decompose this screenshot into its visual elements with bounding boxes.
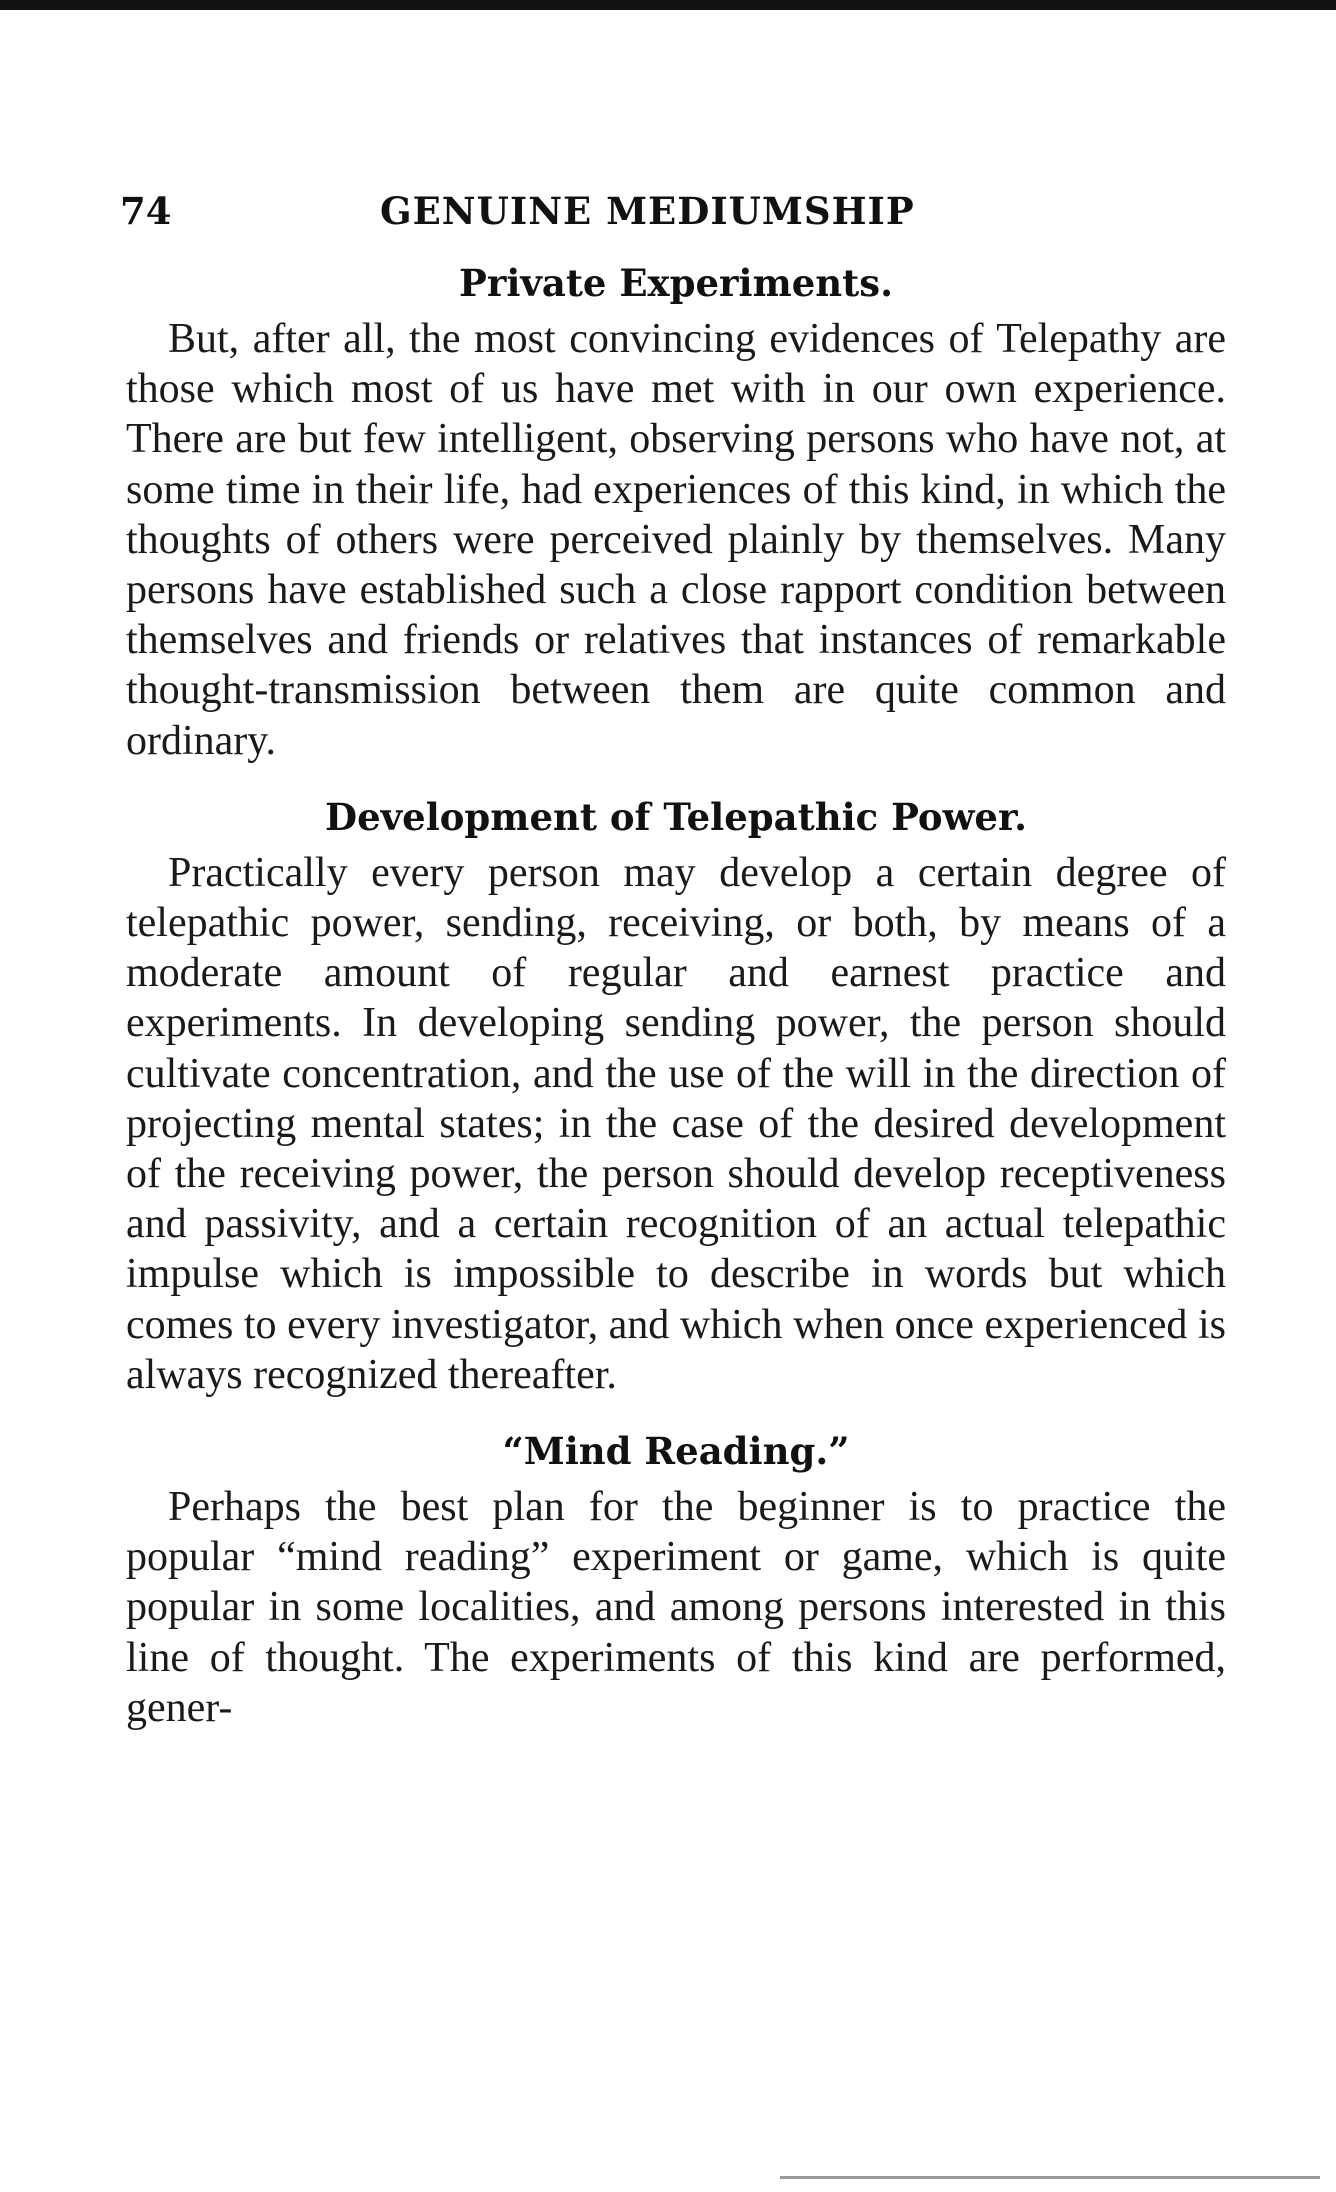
top-border-rule [0, 0, 1336, 10]
section-heading-mind-reading: “Mind Reading.” [502, 1429, 850, 1474]
running-title: GENUINE MEDIUMSHIP [380, 189, 915, 233]
paragraph-private-experiments: But, after all, the most convincing evidences of Telepathy are those which most of us have met with in our own experience. There are but few intelligent, observing persons who have not, at some time in their life, had experiences of this kind, in which the thoughts of others were perceived plainly by themselves. Many persons have established such a close rapport condition between themselves and friends or relatives that instances of remarkable thought-transmission between them are quite common and ordinary. [126, 316, 1226, 764]
page-header [0, 186, 1336, 236]
page-body [126, 240, 1226, 1733]
paragraph-development-of-telepathic-power: Practically every person may develop a certain degree of telepathic power, sending, receiving, or both, by means of a moderate amount of regular and earnest practice and experiments. In developing sending power, the person should cultivate concentration, and the use of the will in the direction of projecting mental states; in the case of the desired development of the receiving power, the person should develop receptiveness and passivity, and a certain recognition of an actual telepathic impulse which is impossible to describe in words but which comes to every investigator, and which when once experienced is always recognized thereafter. [126, 849, 1226, 1398]
page-number: 74 [120, 189, 172, 233]
bottom-edge-mark [780, 2176, 1320, 2179]
section-heading-development-of-telepathic-power: Development of Telepathic Power. [325, 794, 1027, 839]
section-heading-private-experiments: Private Experiments. [459, 261, 893, 305]
paragraph-mind-reading: Perhaps the best plan for the beginner is to practice the popular “mind reading” experiment or game, which is quite popular in some localities, and among persons interested in this line of thought. The experiments of this kind are performed, gener- [126, 1484, 1226, 1731]
